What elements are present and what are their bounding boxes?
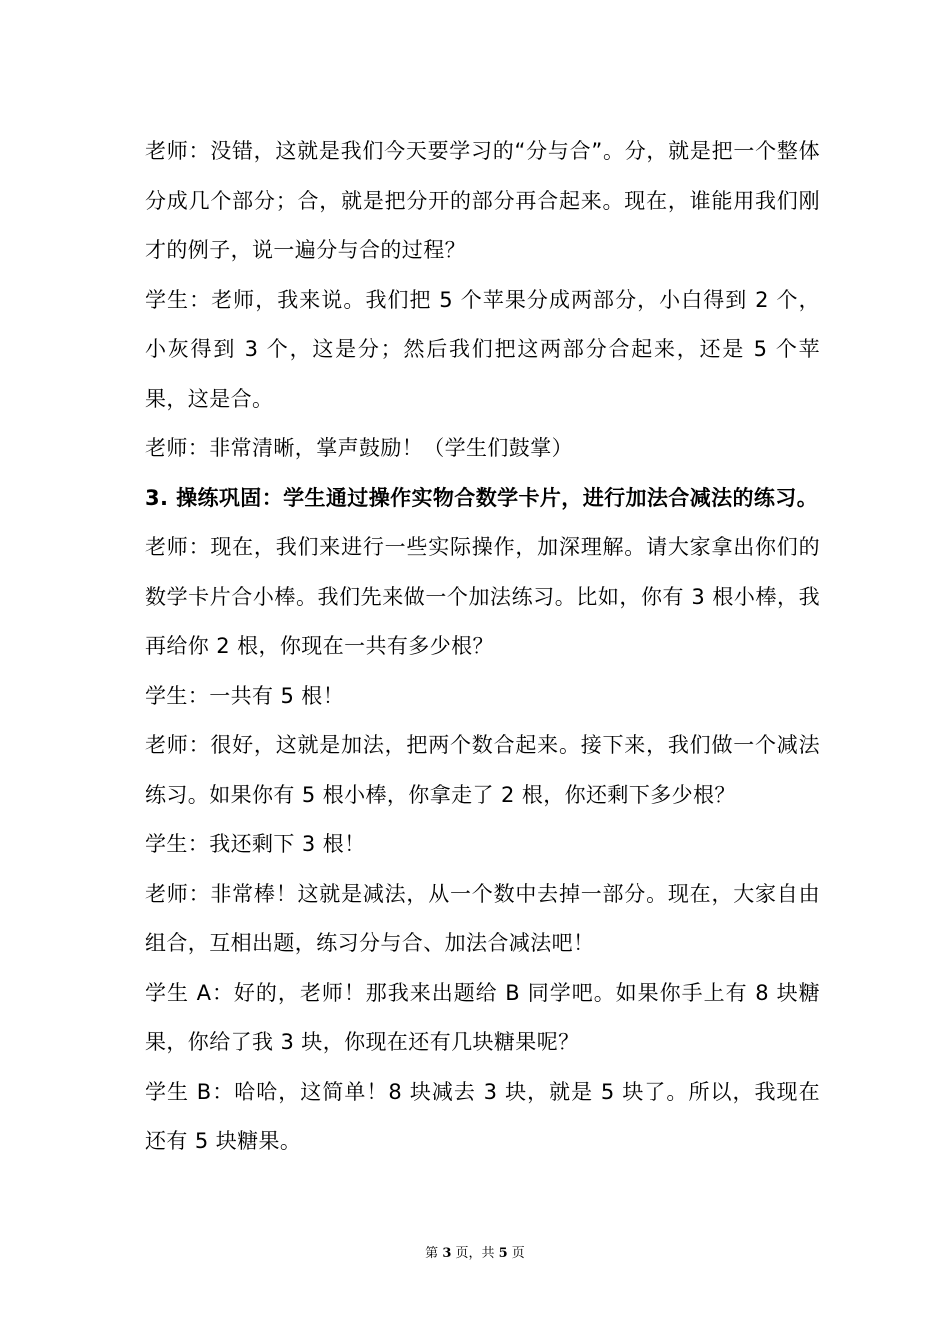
page-footer <box>0 1245 950 1263</box>
footer-middle: 页，共 <box>451 1246 499 1261</box>
paragraph: 学生 A：好的，老师！那我来出题给 B 同学吧。如果你手上有 8 块糖果，你给了我 3 块，你现在还有几块糖果呢？ <box>145 980 820 1054</box>
footer-prefix: 第 <box>425 1246 443 1261</box>
paragraph: 老师：非常棒！这就是减法，从一个数中去掉一部分。现在，大家自由组合，互相出题，练习分与合、加法合减法吧！ <box>145 881 820 955</box>
footer-suffix: 页 <box>507 1246 525 1261</box>
document-body <box>145 127 820 1167</box>
paragraph: 学生：我还剩下 3 根！ <box>145 832 366 856</box>
section-heading: 3. 操练巩固：学生通过操作实物合数学卡片，进行加法合减法的练习。 <box>145 485 819 510</box>
paragraph: 老师：现在，我们来进行一些实际操作，加深理解。请大家拿出你们的数学卡片合小棒。我们先来做一个加法练习。比如，你有 3 根小棒，我再给你 2 根，你现在一共有多少根？ <box>145 535 820 658</box>
paragraph: 老师：很好，这就是加法，把两个数合起来。接下来，我们做一个减法练习。如果你有 5 根小棒，你拿走了 2 根，你还剩下多少根？ <box>145 733 820 807</box>
total-pages: 5 <box>498 1246 508 1261</box>
paragraph: 学生 B：哈哈，这简单！8 块减去 3 块，就是 5 块了。所以，我现在还有 5 块糖果。 <box>145 1079 820 1153</box>
paragraph: 老师：没错，这就是我们今天要学习的“分与合”。分，就是把一个整体分成几个部分；合，就是把分开的部分再合起来。现在，谁能用我们刚才的例子，说一遍分与合的过程？ <box>145 139 820 262</box>
page-number: 3 <box>442 1246 452 1261</box>
paragraph: 学生：老师，我来说。我们把 5 个苹果分成两部分，小白得到 2 个，小灰得到 3 个，这是分；然后我们把这两部分合起来，还是 5 个苹果，这是合。 <box>145 287 820 411</box>
paragraph: 学生：一共有 5 根！ <box>145 683 345 708</box>
paragraph: 老师：非常清晰，掌声鼓励！（学生们鼓掌） <box>145 436 573 460</box>
